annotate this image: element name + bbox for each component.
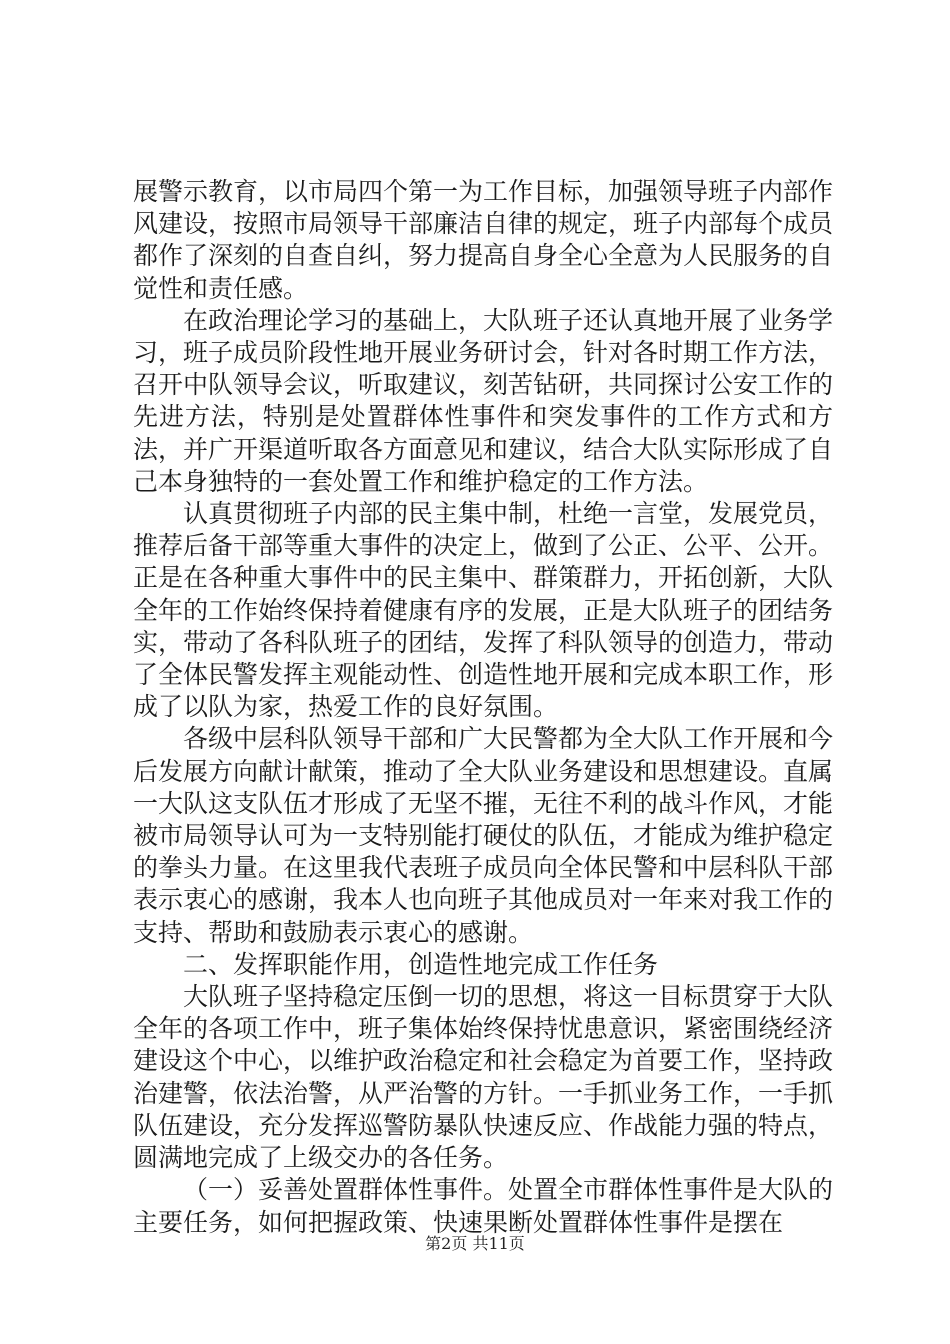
document-body [133,176,833,1239]
paragraph-democracy: 认真贯彻班子内部的民主集中制，杜绝一言堂，发展党员，推荐后备干部等重大事件的决定上，做到了公正、公平、公开。正是在各种重大事件中的民主集中、群策群力，开拓创新，大队全年的工作始终保持着健康有序的发展，正是大队班子的团结务实，带动了各科队班子的团结，发挥了科队领导的创造力，带动了全体民警发挥主观能动性、创造性地开展和完成本职工作，形成了以队为家，热爱工作的良好氛围。 [133,499,834,722]
paragraph-thanks: 各级中层科队领导干部和广大民警都为全大队工作开展和今后发展方向献计献策，推动了全大队业务建设和思想建设。直属一大队这支队伍才形成了无坚不摧，无往不利的战斗作风，才能被市局领导认可为一支特别能打硬仗的队伍，才能成为维护稳定的拳头力量。在这里我代表班子成员向全体民警和中层科队干部表示衷心的感谢，我本人也向班子其他成员对一年来对我工作的支持、帮助和鼓励表示衷心的感谢。 [133,724,834,947]
paragraph-continuation: 展警示教育，以市局四个第一为工作目标，加强领导班子内部作风建设，按照市局领导干部廉洁自律的规定，班子内部每个成员都作了深刻的自查自纠，努力提高自身全心全意为人民服务的自觉性和责任感。 [133,177,834,303]
page-number: 第2页 共11页 [425,1234,525,1253]
paragraph-stability: 大队班子坚持稳定压倒一切的思想，将这一目标贯穿于大队全年的各项工作中，班子集体始终保持忧患意识，紧密围绕经济建设这个中心，以维护政治稳定和社会稳定为首要工作，坚持政治建警，依法治警，从严治警的方针。一手抓业务工作，一手抓队伍建设，充分发挥巡警防暴队快速反应、作战能力强的特点，圆满地完成了上级交办的各任务。 [133,982,834,1173]
section-heading: 二、发挥职能作用，创造性地完成工作任务 [183,949,659,979]
page-footer [0,1234,950,1254]
paragraph-mass-incidents: （一）妥善处置群体性事件。处置全市群体性事件是大队的主要任务，如何把握政策、快速果断处置群体性事件是摆在 [133,1175,834,1237]
paragraph-study: 在政治理论学习的基础上，大队班子还认真地开展了业务学习，班子成员阶段性地开展业务研讨会，针对各时期工作方法，召开中队领导会议，听取建议，刻苦钻研，共同探讨公安工作的先进方法，特别是处置群体性事件和突发事件的工作方式和方法，并广开渠道听取各方面意见和建议，结合大队实际形成了自己本身独特的一套处置工作和维护稳定的工作方法。 [133,305,834,496]
